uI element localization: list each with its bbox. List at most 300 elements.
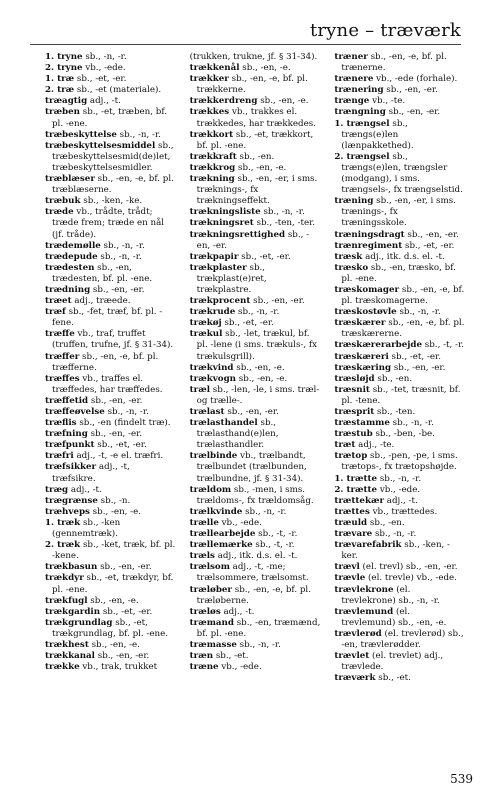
entry-headword: trævlemund [334,606,394,617]
entry-definition: sb., -ten, -ter. [253,218,316,229]
entry-headword: træløber [189,584,233,595]
dictionary-entry [45,241,176,252]
entry-headword: træsko [334,262,369,273]
dictionary-entry [190,63,321,74]
entry-headword: træfsikker [45,462,97,473]
dictionary-entry [334,507,465,518]
entry-definition: (trukken, trukne, jf. § 31-34). [189,52,318,62]
column-2 [190,52,321,684]
entry-headword: træmand [189,617,234,628]
entry-headword: træde [45,207,74,218]
dictionary-entry [190,252,321,263]
entry-definition: sb., -n, -r. [389,418,434,429]
entry-headword: trælasthandel [189,418,258,429]
entry-headword: træskærer [334,318,386,329]
entry-headword: trænere [334,74,374,85]
entry-headword: 1. tryne [45,52,83,62]
entry-definition: sb., -t, -r. [255,529,298,540]
entry-definition: sb., -t, -r. [422,340,464,351]
entry-definition: adj., -t. [68,484,102,495]
entry-definition: (el. trevlemund) sb., -en, -e. [341,606,447,628]
entry-definition: sb., -et, trækkort, bf. pl. -ene. [196,129,314,151]
entry-definition: sb., -en, -e, bf. pl. træskomagerne. [341,284,465,307]
dictionary-entry [45,451,176,462]
entry-headword: 1. trætte [334,473,378,484]
dictionary-entry [45,85,176,96]
dictionary-entry [334,562,465,573]
entry-headword: 2. træk [45,540,81,551]
entry-definition: sb., -en, -er, i sms. trænings-, fx træningsskole. [341,196,456,229]
dictionary-entry [190,318,321,329]
entry-definition: sb., -en. [367,517,405,528]
entry-definition: vb., trættedes. [369,506,438,517]
entry-headword: trækkes [189,107,230,118]
dictionary-entry [190,662,321,673]
dictionary-entry [190,540,321,551]
entry-headword: træbeskyttelsesmiddel [45,140,156,151]
entry-definition: sb., -et, trækgrundlag, bf. pl. -ene. [52,617,169,639]
entry-headword: 1. trængsel [334,118,390,129]
entry-definition: sb., -fet, træf, bf. pl. -fene. [52,307,163,329]
dictionary-entry [45,96,176,107]
dictionary-entry [334,451,465,473]
entry-definition: sb., -ben, -be. [372,429,435,440]
entry-definition: sb., -en, -er. [94,651,150,662]
entry-headword: trælkvinde [189,506,243,517]
dictionary-entry [45,307,176,329]
entry-headword: træne [189,662,219,673]
entry-definition: vb., traffes el. træffedes, har træffedes. [52,373,163,395]
entry-headword: trænering [334,85,384,96]
dictionary-entry [190,618,321,640]
dictionary-entry [190,451,321,484]
dictionary-entry [45,618,176,640]
entry-headword: træskærerarbejde [334,340,423,351]
dictionary-entry [190,607,321,618]
entry-definition: sb., -en, -e. [257,96,309,107]
entry-headword: træf [45,307,66,318]
dictionary-entry [334,307,465,318]
entry-headword: træben [45,107,80,118]
dictionary-entry [334,585,465,607]
dictionary-entry [45,507,176,518]
dictionary-entry [190,307,321,318]
entry-headword: trækning [189,174,235,185]
dictionary-entry [190,52,321,63]
entry-headword: trækrude [189,307,236,318]
entry-definition: sb., -n, -r. [104,407,149,417]
entry-headword: trækøj [189,318,222,329]
entry-definition: sb., trængs(e)len, trængsler (modgang), i sms. trængsels-, fx trængselstid. [341,151,463,196]
entry-definition: sb., -n, -r. [97,251,142,262]
entry-definition: sb., -et. [213,651,249,662]
dictionary-entry [334,196,465,229]
dictionary-entry [190,296,321,307]
dictionary-entry [45,396,176,407]
dictionary-entry [45,141,176,174]
entry-headword: træstamme [334,418,390,429]
entry-definition: vb., trak, trukket [79,662,158,673]
entry-definition: sb., -en. [374,373,413,384]
entry-headword: træffe [45,329,75,340]
entry-headword: trællemærke [189,540,253,551]
entry-definition: sb., -et, træben, bf. pl. -ene. [52,107,167,129]
entry-definition: sb., -pen, -pe, i sms. trætops-, fx trætopshøjde. [341,451,458,473]
entry-headword: trækvogn [189,373,236,384]
dictionary-entry [45,640,176,651]
entry-definition: sb., -en, -er. [404,229,459,240]
entry-definition: sb., -t, -r. [252,540,295,551]
entry-definition: (el. trevl) sb., -en, -er. [359,562,458,573]
entry-definition: sb., -tet, træsnit, bf. pl. -tene. [341,384,461,406]
dictionary-entry [190,207,321,218]
dictionary-entry [190,96,321,107]
dictionary-entry [334,119,465,152]
dictionary-entry [334,429,465,440]
dictionary-entry [334,252,465,263]
entry-headword: 2. trængsel [334,151,390,162]
entry-definition: (el. trevle) vb., -ede. [365,573,457,584]
dictionary-entry [45,207,176,240]
dictionary-entry [45,407,176,418]
dictionary-entry [334,241,465,252]
entry-definition: sb., -ken, -ker. [341,540,450,562]
dictionary-entry [334,385,465,407]
entry-definition: adj., -t. [87,96,121,107]
dictionary-entry [334,352,465,363]
entry-headword: trækkerdreng [189,96,258,107]
entry-headword: træhveps [45,506,90,517]
entry-headword: trævlekrone [334,584,394,595]
dictionary-entry [45,607,176,618]
entry-definition: sb., -en, -e. [239,63,291,74]
entry-definition: sb., -en, -er. [88,395,143,406]
entry-definition: sb., -et, -er. [388,351,441,362]
entry-headword: trælast [189,407,225,417]
dictionary-entry [334,318,465,340]
dictionary-entry [190,507,321,518]
entry-definition: vb., traf, truffet (truffen, trufne, jf. § 31-34). [52,329,174,351]
entry-headword: trækprocent [189,296,251,307]
dictionary-entry [334,230,465,241]
entry-definition: sb., -en, -er. [391,362,446,373]
dictionary-entry [334,152,465,196]
entry-definition: sb., -en, -e. [233,362,285,373]
entry-headword: træfpunkt [45,440,95,451]
entry-definition: vb., -te. [369,96,406,107]
entry-definition: sb., -n, -r. [242,506,287,517]
entry-definition: sb., -en, -er. [224,407,279,417]
entry-headword: 1. træ [45,74,75,85]
entry-headword: træl [189,384,211,395]
entry-definition: sb., -et, trækdyr, bf. pl. -ene. [52,573,174,595]
entry-definition: vb., -ede. [82,63,126,74]
entry-definition: sb., -n. [97,495,131,506]
dictionary-entry [45,462,176,484]
dictionary-entry [45,130,176,141]
entry-definition: sb., træbeskyttelsesmid(de)let, træbeskyttelsesmidler. [52,140,174,173]
entry-definition: vb., trådte, trådt; træde frem; træde en nål (jf. tråde). [52,207,165,240]
entry-headword: trænge [334,96,370,107]
entry-headword: trældom [189,484,232,495]
dictionary-entry [190,263,321,296]
dictionary-entry [45,252,176,263]
entry-headword: trækkanal [45,651,95,662]
dictionary-entry [334,263,465,285]
dictionary-entry [190,374,321,385]
dictionary-entry [334,85,465,96]
entry-definition: adj., -t. [220,606,255,617]
dictionary-entry [45,107,176,129]
dictionary-entry [45,352,176,374]
dictionary-entry [45,573,176,595]
entry-definition: (el. trevlet) adj., trævlede. [341,651,444,673]
entry-headword: trætop [334,451,368,462]
entry-headword: træffetid [45,395,89,406]
entry-definition: sb., -en, -er. [97,562,152,573]
dictionary-entry [45,196,176,207]
dictionary-entry [190,407,321,418]
entry-headword: trættes [334,506,370,517]
entry-headword: trædesten [45,262,95,273]
entry-definition: adj., -t, træfsikre. [52,462,130,484]
entry-headword: træmasse [189,639,237,650]
page-header: tryne – træværk [309,20,461,41]
entry-definition: sb., trækplast(e)ret, trækplastre. [196,262,267,295]
header-rule [30,44,461,45]
dictionary-entry [45,651,176,662]
entry-headword: træbeskyttelse [45,129,117,140]
entry-definition: adj., -te. [355,440,395,451]
entry-definition: sb., -en, -e, bf. pl. træblæserne. [52,174,174,196]
entry-definition: sb., trælasthand(e)len, trælasthandler. [196,418,279,451]
entry-headword: trækdyr [45,573,84,584]
entry-headword: træn [189,651,214,662]
dictionary-entry [334,340,465,351]
dictionary-entry [45,440,176,451]
entry-headword: trækgrundlag [45,617,113,628]
dictionary-entry [190,218,321,229]
dictionary-entry [334,418,465,429]
entry-definition: sb., -n, -r. [377,473,422,484]
dictionary-entry [334,485,465,496]
entry-headword: trædepude [45,251,98,262]
dictionary-entry [334,363,465,374]
dictionary-entry [334,474,465,485]
entry-definition: sb., -en (findelt træ). [76,418,171,429]
entry-headword: trækningsret [189,218,254,229]
entry-definition: sb., -en, -e, bf. pl. træløberne. [196,584,311,606]
entry-headword: 1. træk [45,517,81,528]
entry-definition: sb., -n, -r. [260,207,305,218]
entry-headword: trækgardin [45,606,101,617]
entry-definition: (el. trevlekrone) sb., -n, -r. [341,584,440,606]
dictionary-entry [190,529,321,540]
entry-definition: sb., -en, -e, bf. pl. træfferne. [52,351,159,373]
entry-definition: sb., -et, -er. [100,606,153,617]
dictionary-entry [190,174,321,207]
entry-headword: træg [45,484,69,495]
page-number: 539 [450,772,473,786]
entry-definition: sb., -en, -e, bf. pl. træskærerne. [341,318,465,340]
entry-headword: trækningsrettighed [189,229,286,240]
dictionary-entry [334,607,465,629]
dictionary-entry [190,385,321,407]
entry-headword: trække [45,662,80,673]
dictionary-entry [334,673,465,684]
entry-definition: sb., -n, -r. [396,307,441,318]
entry-headword: trægrænse [45,495,98,506]
dictionary-entry [334,285,465,307]
entry-definition: (el. trevlerød) sb., -en, trævlerødder. [341,628,464,650]
entry-definition: sb., -et (materiale). [74,85,162,96]
dictionary-entry [334,529,465,540]
dictionary-entry [190,230,321,252]
entry-headword: træfning [45,429,88,440]
dictionary-entry [334,573,465,584]
entry-headword: trækhest [45,639,89,650]
entry-definition: adj., itk. d.s. el. -t. [214,551,298,562]
entry-definition: sb., -let, trækul, bf. pl. -lene (i sms. trækuls-, fx trækulsgrill). [196,329,317,362]
entry-definition: vb., -ede. [218,662,262,673]
dictionary-entry [334,374,465,385]
entry-definition: sb., -et, -er. [238,251,291,262]
entry-headword: trættekær [334,495,385,506]
entry-headword: trævl [334,562,360,573]
entry-definition: sb., -en, trædesten, bf. pl. -ene. [52,262,153,284]
entry-definition: sb., -n, -r. [235,307,280,318]
dictionary-entry [190,551,321,562]
entry-definition: sb., -n, -r. [372,529,417,540]
entry-definition: vb., -ede (forhale). [373,74,458,85]
entry-definition: sb., -en, -er. [385,107,441,118]
entry-headword: træffer [45,351,80,362]
entry-headword: trækul [189,329,223,340]
entry-definition: sb., -en, -e. [236,373,288,384]
entry-definition: sb., -n, -r. [82,52,127,62]
dictionary-entry [45,540,176,562]
dictionary-entry [190,329,321,362]
entry-headword: trænregiment [334,240,403,251]
dictionary-entry [45,285,176,296]
entry-headword: trævlerød [334,628,382,639]
dictionary-entry [334,518,465,529]
dictionary-entry [45,562,176,573]
entry-headword: træuld [334,517,368,528]
entry-definition: vb., trælbandt, trælbundet (trælbunden, trælbundne, jf. § 31-34). [196,451,307,484]
dictionary-entry [190,651,321,662]
entry-headword: træet [45,296,72,307]
dictionary-entry [45,429,176,440]
dictionary-entry [45,662,176,673]
entry-headword: træner [334,52,368,62]
entry-headword: træning [334,196,374,207]
entry-headword: trækvind [189,362,234,373]
entry-definition: vb., -ede. [377,484,421,495]
entry-definition: sb., -en, -e. [88,639,140,650]
entry-definition: sb., -men, i sms. trældoms-, fx trældomsåg. [196,484,314,506]
entry-headword: træskæring [334,362,392,373]
entry-definition: sb., -ten. [374,407,416,417]
entry-headword: trængning [334,107,386,118]
entry-headword: træværk [334,673,376,684]
entry-definition: sb., -en, -e. [87,595,139,606]
entry-headword: trælle [189,517,219,528]
entry-headword: træskomager [334,284,400,295]
entry-headword: trævlet [334,651,370,662]
dictionary-entry [334,440,465,451]
dictionary-entry [45,496,176,507]
dictionary-entry [190,418,321,451]
entry-headword: træsprit [334,407,375,417]
entry-definition: sb., -en, -er. [90,284,145,295]
dictionary-entry [45,63,176,74]
column-3 [334,52,465,684]
entry-headword: 2. træ [45,85,75,96]
dictionary-entry [45,74,176,85]
entry-headword: trækkrog [189,162,236,173]
entry-headword: trækkenål [189,63,240,74]
entry-headword: trækningsliste [189,207,261,218]
dictionary-entry [190,130,321,152]
entry-definition: sb., -et, -er. [402,240,455,251]
dictionary-entry [334,496,465,507]
dictionary-entry [45,518,176,540]
dictionary-entry [45,485,176,496]
entry-definition: vb., -ede. [218,517,262,528]
entry-definition: sb., -en, -er. [87,429,143,440]
dictionary-entry [45,418,176,429]
entry-headword: trækkraft [189,151,237,162]
entry-definition: sb., -n, -r. [100,240,145,251]
entry-definition: sb., -en, -e, bf. pl. trækkerne. [196,74,308,96]
dictionary-entry [45,263,176,285]
dictionary-entry [190,518,321,529]
dictionary-entry [45,329,176,351]
column-1 [45,52,176,684]
entry-definition: sb., -et, -er. [94,440,147,451]
entry-headword: trækplaster [189,262,247,273]
entry-headword: træffeøvelse [45,407,105,417]
entry-definition: sb., -n, -r. [236,639,281,650]
dictionary-entry [334,407,465,418]
dictionary-entry [334,107,465,118]
entry-headword: træls [189,551,215,562]
entry-headword: trævle [334,573,366,584]
entry-definition: vb., trakkes el. trækkedes, har trækkedes. [196,107,316,129]
entry-headword: trækkort [189,129,234,140]
dictionary-entry [334,96,465,107]
entry-headword: træsnit [334,384,370,395]
entry-headword: trækker [189,74,229,85]
entry-definition: sb., -en, -er. [196,229,310,251]
dictionary-entry [334,651,465,673]
entry-headword: trækfugl [45,595,88,606]
entry-definition: sb., -en, -er. [250,296,305,307]
dictionary-entry [334,629,465,651]
entry-definition: sb., -ken, -ke. [80,196,143,207]
entry-definition: sb., trængs(e)len (lænpakkethed). [341,118,414,151]
dictionary-entry [45,174,176,196]
dictionary-entry [190,585,321,607]
dictionary-entry [190,107,321,129]
entry-definition: sb., -en, -e. [89,506,142,517]
entry-headword: trædning [45,284,91,295]
entry-headword: træbuk [45,196,81,207]
dictionary-entry [334,540,465,562]
entry-definition: adj., itk. d.s. el. -t. [362,251,445,262]
entry-headword: træblæser [45,174,95,185]
